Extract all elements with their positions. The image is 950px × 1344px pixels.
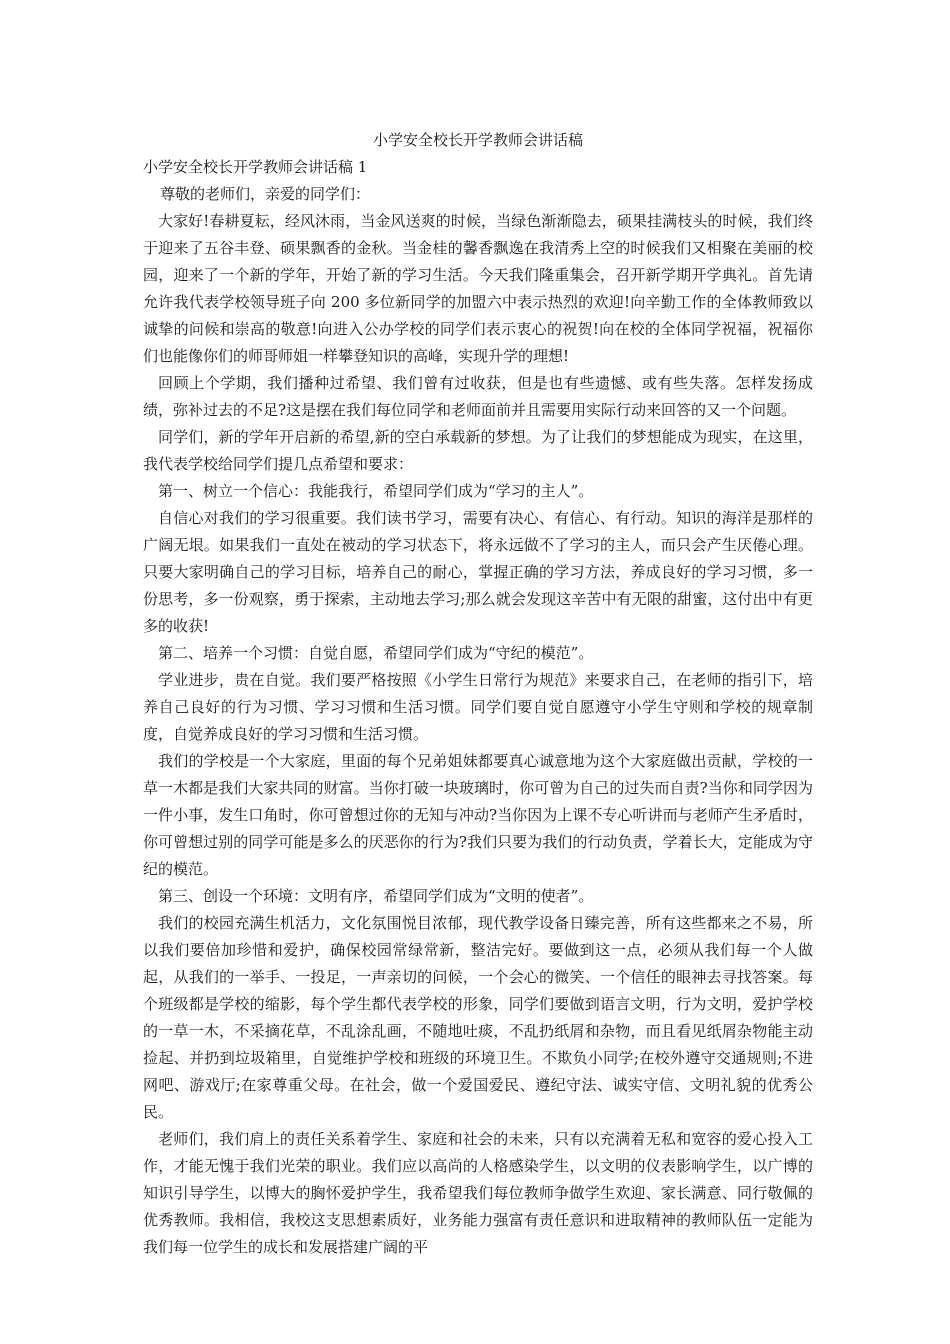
paragraph-point-two-detail: 我们的学校是一个大家庭，里面的每个兄弟姐妹都要真心诚意地为这个大家庭做出贡献，学校的一草一木都是我们大家共同的财富。当你打破一块玻璃时，你可曾为自己的过失而自责?当你和同学因为一件小事，发生口角时，你可曾想过你的无知与冲动?当你因为上课不专心听讲而与老师产生矛盾时，你可曾想过别的同学可能是多么的厌恶你的行为?我们只要为我们的行动负责，学着长大，定能成为守纪的模范。 xyxy=(143,752,813,878)
paragraph-salutation: 尊敬的老师们，亲爱的同学们： xyxy=(160,185,371,203)
document-subtitle: 小学安全校长开学教师会讲话稿 1 xyxy=(143,158,368,176)
paragraph-point-one-heading: 第一、树立一个信心：我能我行，希望同学们成为“学习的主人”。 xyxy=(158,482,594,500)
paragraph-point-three-heading: 第三、创设一个环境：文明有序，希望同学们成为“文明的使者”。 xyxy=(158,887,594,905)
document-title: 小学安全校长开学教师会讲话稿 xyxy=(372,131,583,149)
paragraph-review: 回顾上个学期，我们播种过希望、我们曾有过收获，但是也有些遗憾、或有些失落。怎样发扬成绩，弥补过去的不足?这是摆在我们每位同学和老师面前并且需要用实际行动来回答的又一个问题。 xyxy=(143,374,813,419)
paragraph-point-two-heading: 第二、培养一个习惯：自觉自愿，希望同学们成为“守纪的模范”。 xyxy=(158,644,594,662)
paragraph-teachers: 老师们，我们肩上的责任关系着学生、家庭和社会的未来，只有以充满着无私和宽容的爱心投入工作，才能无愧于我们光荣的职业。我们应以高尚的人格感染学生，以文明的仪表影响学生，以广博的知识引导学生，以博大的胸怀爱护学生，我希望我们每位教师争做学生欢迎、家长满意、同行敬佩的优秀教师。我相信，我校这支思想素质好，业务能力强富有责任意识和进取精神的教师队伍一定能为我们每一位学生的成长和发展搭建广阔的平 xyxy=(143,1130,813,1256)
paragraph-hopes-intro: 同学们，新的学年开启新的希望,新的空白承载新的梦想。为了让我们的梦想能成为现实，在这里，我代表学校给同学们提几点希望和要求： xyxy=(143,428,813,473)
paragraph-point-three-body: 我们的校园充满生机活力，文化氛围悦目浓郁，现代教学设备日臻完善，所有这些都来之不易，所以我们要倍加珍惜和爱护，确保校园常绿常新，整洁完好。要做到这一点，必须从我们每一个人做起，从我们的一举手、一投足，一声亲切的问候，一个会心的微笑、一个信任的眼神去寻找答案。每个班级都是学校的缩影，每个学生都代表学校的形象，同学们要做到语言文明，行为文明，爱护学校的一草一木，不采摘花草，不乱涂乱画，不随地吐痰，不乱扔纸屑和杂物，而且看见纸屑杂物能主动捡起、并扔到垃圾箱里，自觉维护学校和班级的环境卫生。不欺负小同学;在校外遵守交通规则;不进网吧、游戏厅;在家尊重父母。在社会，做一个爱国爱民、遵纪守法、诚实守信、文明礼貌的优秀公民。 xyxy=(143,914,813,1121)
paragraph-point-one-body: 自信心对我们的学习很重要。我们读书学习，需要有决心、有信心、有行动。知识的海洋是那样的广阔无垠。如果我们一直处在被动的学习状态下，将永远做不了学习的主人，而只会产生厌倦心理。只要大家明确自己的学习目标，培养自己的耐心，掌握正确的学习方法，养成良好的学习习惯，多一份思考，多一份观察，勇于探索，主动地去学习;那么就会发现这辛苦中有无限的甜蜜，这付出中有更多的收获! xyxy=(143,509,813,635)
paragraph-greeting: 大家好!春耕夏耘，经风沐雨，当金风送爽的时候，当绿色渐渐隐去，硕果挂满枝头的时候，我们终于迎来了五谷丰登、硕果飘香的金秋。当金桂的馨香飘逸在我清秀上空的时候我们又相聚在美丽的校园，迎来了一个新的学年，开始了新的学习生活。今天我们隆重集会，召开新学期开学典礼。首先请允许我代表学校领导班子向 200 多位新同学的加盟六中表示热烈的欢迎!向辛勤工作的全体教师致以诚挚的问候和崇高的敬意!向进入公办学校的同学们表示衷心的祝贺!向在校的全体同学祝福，祝福你们也能像你们的师哥师姐一样攀登知识的高峰，实现升学的理想! xyxy=(143,212,813,365)
paragraph-point-two-body: 学业进步，贵在自觉。我们要严格按照《小学生日常行为规范》来要求自己，在老师的指引下，培养自己良好的行为习惯、学习习惯和生活习惯。同学们要自觉自愿遵守小学生守则和学校的规章制度，自觉养成良好的学习习惯和生活习惯。 xyxy=(143,671,813,743)
document-body xyxy=(143,181,813,1261)
document-page xyxy=(143,126,813,1261)
